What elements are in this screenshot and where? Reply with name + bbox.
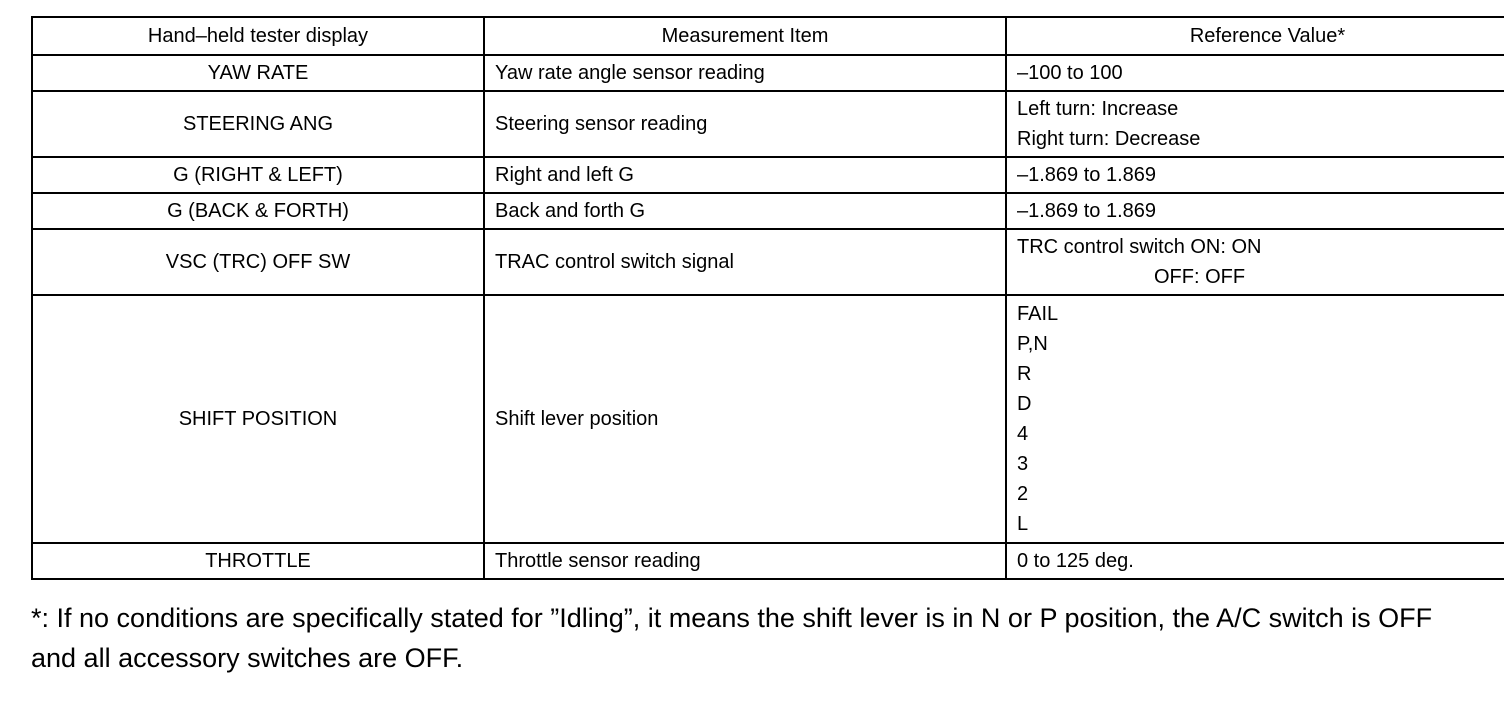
table-row (32, 229, 1504, 295)
cell-reference-value (1006, 55, 1504, 91)
header-reference-value: Reference Value* (1006, 17, 1504, 55)
table-header-row (32, 17, 1504, 55)
footnote: *: If no conditions are specifically stated for ”Idling”, it means the shift lever is in N or P position, the A/C switch is OFF and all accessory switches are OFF. (31, 603, 1433, 673)
cell-measurement-item: Steering sensor reading (484, 91, 1006, 157)
cell-measurement-item: Shift lever position (484, 295, 1006, 543)
header-tester-display: Hand–held tester display (32, 17, 484, 55)
table-row (32, 543, 1504, 579)
cell-reference-value (1006, 543, 1504, 579)
reference-line: L (1017, 513, 1029, 535)
reference-line: 0 to 125 deg. (1017, 550, 1134, 572)
reference-line: 3 (1017, 453, 1029, 475)
cell-reference-value (1006, 295, 1504, 543)
cell-measurement-item: Yaw rate angle sensor reading (484, 55, 1006, 91)
cell-reference-value (1006, 91, 1504, 157)
reference-line: FAIL (1017, 303, 1059, 325)
reference-line: P,N (1017, 333, 1048, 355)
reference-line: –1.869 to 1.869 (1017, 164, 1157, 186)
reference-line: Left turn: Increase (1017, 98, 1179, 120)
reference-line: 4 (1017, 423, 1029, 445)
reference-table (31, 16, 1504, 580)
table-row (32, 295, 1504, 543)
table-row (32, 91, 1504, 157)
reference-line: –1.869 to 1.869 (1017, 200, 1157, 222)
table-row (32, 193, 1504, 229)
reference-line: R (1017, 363, 1032, 385)
cell-tester-display: VSC (TRC) OFF SW (32, 229, 484, 295)
cell-tester-display: G (BACK & FORTH) (32, 193, 484, 229)
cell-tester-display: SHIFT POSITION (32, 295, 484, 543)
cell-tester-display: YAW RATE (32, 55, 484, 91)
table-row (32, 157, 1504, 193)
cell-measurement-item: Right and left G (484, 157, 1006, 193)
cell-tester-display: THROTTLE (32, 543, 484, 579)
cell-reference-value (1006, 229, 1504, 295)
cell-measurement-item: Back and forth G (484, 193, 1006, 229)
reference-line: OFF: OFF (1154, 266, 1246, 288)
cell-measurement-item: Throttle sensor reading (484, 543, 1006, 579)
cell-tester-display: STEERING ANG (32, 91, 484, 157)
cell-reference-value (1006, 193, 1504, 229)
header-measurement-item: Measurement Item (484, 17, 1006, 55)
table-row (32, 55, 1504, 91)
reference-line: –100 to 100 (1017, 62, 1123, 84)
reference-line: TRC control switch ON: ON (1017, 236, 1262, 258)
cell-tester-display: G (RIGHT & LEFT) (32, 157, 484, 193)
cell-measurement-item: TRAC control switch signal (484, 229, 1006, 295)
reference-line: 2 (1017, 483, 1029, 505)
cell-reference-value (1006, 157, 1504, 193)
reference-line: Right turn: Decrease (1017, 128, 1201, 150)
reference-line: D (1017, 393, 1032, 415)
